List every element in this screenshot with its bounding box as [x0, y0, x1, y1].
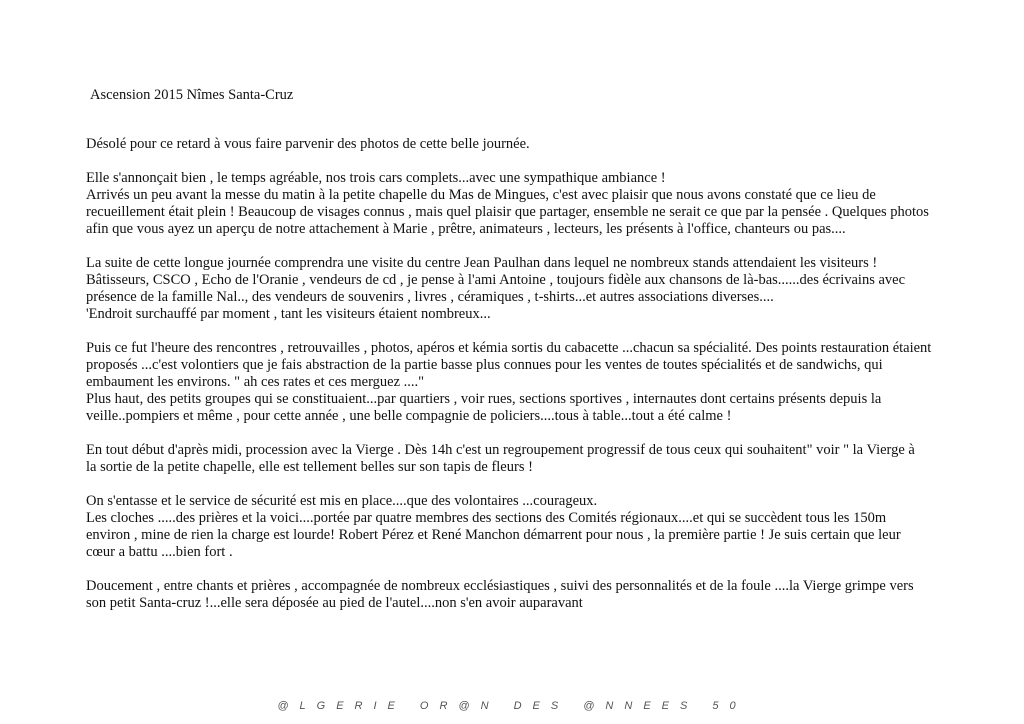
text-line: La suite de cette longue journée comprendra une visite du centre Jean Paulhan dans lequel ne nombreux stands attendaient les visiteurs ! [86, 255, 878, 271]
paragraph-4 [86, 340, 946, 425]
text-line: embaument les environs. " ah ces rates et ces merguez ...." [86, 374, 425, 390]
document-title: Ascension 2015 Nîmes Santa-Cruz [90, 87, 294, 103]
paragraph-2 [86, 170, 946, 238]
paragraph-5 [86, 442, 946, 476]
text-line: Les cloches .....des prières et la voici....portée par quatre membres des sections des Comités régionaux....et qui se succèdent tous les 150m [86, 510, 887, 526]
text-line: proposés ...c'est volontiers que je fais abstraction de la partie basse plus connues pour les ventes de toutes spécialités et de sandwichs, qui [86, 357, 883, 373]
text-line: En tout début d'après midi, procession avec la Vierge . Dès 14h c'est un regroupement progressif de tous ceux qui souhaitent" voir " la Vierge à [86, 442, 915, 458]
text-line: Doucement , entre chants et prières , accompagnée de nombreux ecclésiastiques , suivi des personnalités et de la foule ....la Vierge grimpe vers [86, 578, 914, 594]
text-line: veille..pompiers et même , pour cette année , une belle compagnie de policiers....tous à table...tout a été calme ! [86, 408, 732, 424]
text-line: Plus haut, des petits groupes qui se constituaient...par quartiers , voir rues, sections sportives , internautes dont certains présents depuis la [86, 391, 882, 407]
text-line: 'Endroit surchauffé par moment , tant les visiteurs étaient nombreux... [86, 306, 491, 322]
paragraph-7 [86, 578, 946, 612]
text-line: cœur a battu ....bien fort . [86, 544, 233, 560]
text-line: Désolé pour ce retard à vous faire parvenir des photos de cette belle journée. [86, 136, 530, 152]
text-line: Puis ce fut l'heure des rencontres , retrouvailles , photos, apéros et kémia sortis du cabacette ...chacun sa spécialité. Des points restauration étaient [86, 340, 932, 356]
text-line: afin que vous ayez un aperçu de notre attachement à Marie , prêtre, animateurs , lecteurs, les présents à l'office, chanteurs ou pas.... [86, 221, 846, 237]
paragraph-1 [86, 136, 946, 153]
text-line: Bâtisseurs, CSCO , Echo de l'Oranie , vendeurs de cd , je pense à l'ami Antoine , toujours fidèle aux chansons de là-bas......des écrivains avec [86, 272, 906, 288]
paragraph-6 [86, 493, 946, 561]
document-body [86, 136, 946, 629]
text-line: la sortie de la petite chapelle, elle est tellement belles sur son tapis de fleurs ! [86, 459, 533, 475]
text-line: son petit Santa-cruz !...elle sera déposée au pied de l'autel....non s'en avoir auparavant [86, 595, 583, 611]
text-line: Elle s'annonçait bien , le temps agréable, nos trois cars complets...avec une sympathique ambiance ! [86, 170, 666, 186]
text-line: environ , mine de rien la charge est lourde! Robert Pérez et René Manchon démarrent pour nous , la première partie ! Je suis certain que leur [86, 527, 901, 543]
paragraph-3 [86, 255, 946, 323]
text-line: recueillement était plein ! Beaucoup de visages connus , mais quel plaisir que partager, ensemble ne serait ce que par la pensée . Quelques photos [86, 204, 929, 220]
text-line: présence de la famille Nal.., des vendeurs de souvenirs , livres , céramiques , t-shirts...et autres associations diverses.... [86, 289, 774, 305]
page-footer: @LGERIE OR@N DES @NNEES 50 [277, 700, 747, 712]
text-line: On s'entasse et le service de sécurité est mis en place....que des volontaires ...courageux. [86, 493, 598, 509]
text-line: Arrivés un peu avant la messe du matin à la petite chapelle du Mas de Mingues, c'est avec plaisir que nous avons constaté que ce lieu de [86, 187, 876, 203]
